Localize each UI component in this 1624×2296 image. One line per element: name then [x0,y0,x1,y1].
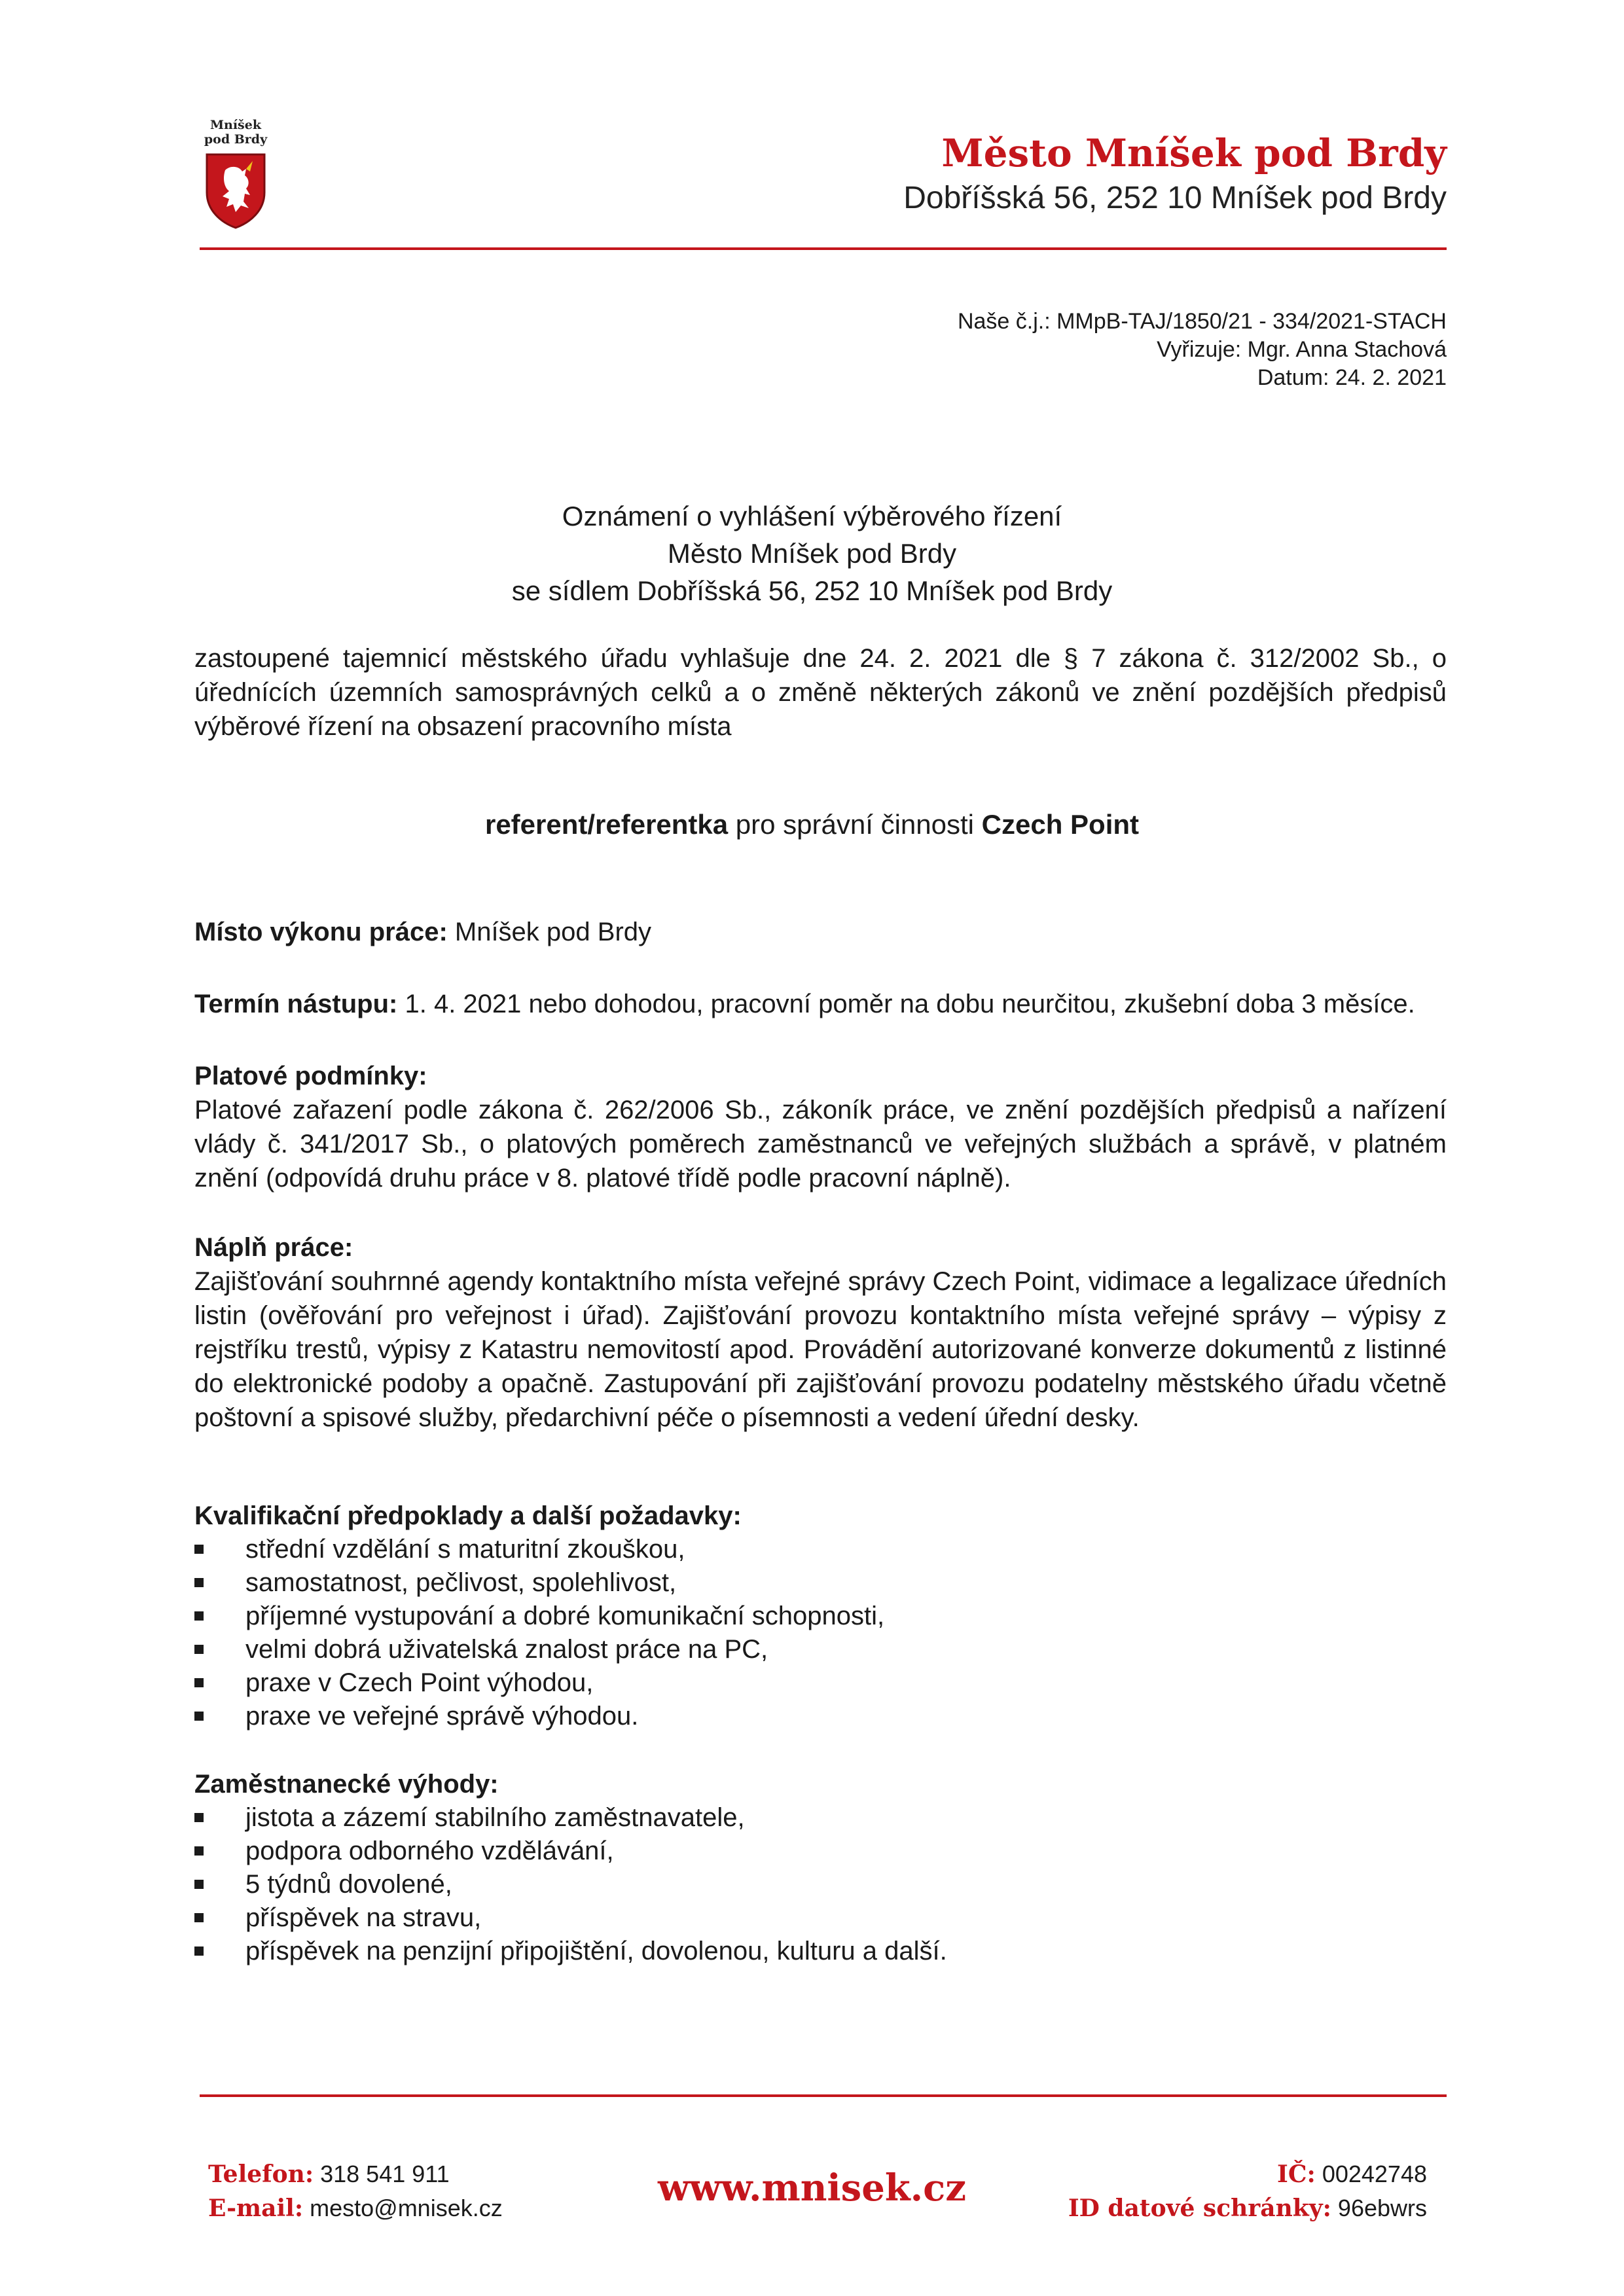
position-system: Czech Point [981,809,1140,840]
workplace-line [194,915,1447,949]
bullet-icon [194,1578,204,1587]
list-item-text: praxe v Czech Point výhodou, [245,1668,594,1697]
reference-number: Naše č.j.: MMpB-TAJ/1850/21 - 334/2021-STACH [957,309,1447,334]
reference-block [958,308,1447,392]
list-item [194,1566,1447,1600]
list-item [194,1901,1447,1935]
duties-section [194,1230,1447,1435]
benefits-section [194,1767,1447,1968]
logo-line-1: Mníšek [209,118,261,132]
email-value[interactable]: mesto@mnisek.cz [303,2195,503,2221]
salary-label: Platové podmínky: [194,1062,427,1090]
position-title [0,809,1624,840]
ic-value: 00242748 [1315,2161,1427,2187]
phone-value[interactable]: 318 541 911 [314,2161,450,2187]
benefits-label: Zaměstnanecké výhody: [194,1770,499,1799]
city-name: Město Mníšek pod Brdy [941,131,1447,175]
title-line-3: se sídlem Dobříšská 56, 252 10 Mníšek pod Brdy [511,575,1113,606]
bullet-icon [194,1645,204,1654]
list-item-text: střední vzdělání s maturitní zkouškou, [245,1535,685,1564]
databox-label: ID datové schránky: [1068,2195,1331,2222]
bullet-icon [194,1813,204,1822]
header-divider [200,247,1447,250]
footer-divider [200,2094,1447,2097]
reference-date: Datum: 24. 2. 2021 [1257,365,1447,390]
list-item [194,1700,1447,1733]
list-item-text: praxe ve veřejné správě výhodou. [245,1702,639,1731]
bullet-icon [194,1846,204,1856]
workplace-label: Místo výkonu práce: [194,918,448,946]
duties-label: Náplň práce: [194,1233,353,1262]
list-item [194,1633,1447,1666]
title-line-2: Město Mníšek pod Brdy [667,538,957,569]
list-item-text: příspěvek na penzijní připojištění, dovolenou, kulturu a další. [245,1937,947,1965]
title-line-1: Oznámení o vyhlášení výběrového řízení [562,501,1062,531]
start-date-line [194,987,1447,1021]
footer-ic [1068,2157,1427,2191]
start-value: 1. 4. 2021 nebo dohodou, pracovní poměr na dobu neurčitou, zkušební doba 3 měsíce. [397,990,1415,1018]
list-item-text: velmi dobrá uživatelská znalost práce na PC, [245,1635,768,1664]
position-name: referent/referentka [484,809,729,840]
bullet-icon [194,1545,204,1554]
list-item [194,1666,1447,1700]
list-item [194,1868,1447,1901]
bullet-icon [194,1712,204,1721]
list-item-text: jistota a zázemí stabilního zaměstnavatele, [245,1803,745,1832]
requirements-section [194,1499,1447,1733]
salary-section [194,1059,1447,1195]
list-item [194,1533,1447,1566]
requirements-label: Kvalifikační předpoklady a další požadavky: [194,1501,742,1530]
list-item [194,1935,1447,1968]
footer-databox [1068,2191,1427,2225]
phone-label: Telefon: [208,2161,314,2188]
bullet-icon [194,1946,204,1956]
bullet-icon [194,1678,204,1687]
ic-label: IČ: [1277,2161,1316,2188]
city-logo [196,118,275,229]
list-item [194,1801,1447,1835]
requirements-list [194,1533,1447,1733]
bullet-icon [194,1913,204,1922]
databox-value: 96ebwrs [1331,2195,1427,2221]
bullet-icon [194,1611,204,1621]
logo-text [196,118,275,147]
announcement-title [0,497,1624,609]
footer-ids [1068,2157,1427,2225]
benefits-list [194,1801,1447,1968]
website-link[interactable]: www.mnisek.cz [657,2166,967,2210]
list-item-text: příspěvek na stravu, [245,1903,482,1932]
salary-text: Platové zařazení podle zákona č. 262/2006 Sb., zákoník práce, ve znění pozdějších předpisů a nařízení vlády č. 341/2017 Sb., o platových poměrech zaměstnanců ve veřejných službách a správě, v platném znění (odpovídá druhu práce v 8. platové třídě podle pracovní náplně). [194,1096,1447,1193]
list-item [194,1600,1447,1633]
logo-line-2: pod Brdy [204,132,268,147]
list-item-text: příjemné vystupování a dobré komunikační schopnosti, [245,1602,885,1630]
list-item-text: 5 týdnů dovolené, [245,1870,452,1899]
position-desc: pro správní činnosti [728,809,982,840]
bullet-icon [194,1880,204,1889]
coat-of-arms-icon [203,152,268,229]
email-label: E-mail: [208,2195,304,2222]
start-label: Termín nástupu: [194,990,398,1018]
reference-handler: Vyřizuje: Mgr. Anna Stachová [1157,337,1447,362]
list-item-text: samostatnost, pečlivost, spolehlivost, [245,1568,677,1597]
list-item [194,1835,1447,1868]
list-item-text: podpora odborného vzdělávání, [245,1837,614,1865]
workplace-value: Mníšek pod Brdy [447,918,652,946]
duties-text: Zajišťování souhrnné agendy kontaktního místa veřejné správy Czech Point, vidimace a legalizace úředních listin (ověřování pro veřejnost i úřad). Zajišťování provozu kontaktního místa veřejné správy – výpisy z rejstříku trestů, výpisy z Katastru nemovitostí apod. Provádění autorizované konverze dokumentů z listinné do elektronické podoby a opačně. Zastupování při zajišťování provozu podatelny městského úřadu včetně poštovní a spisové služby, předarchivní péče o písemnosti a vedení úřední desky. [194,1267,1447,1432]
city-address: Dobříšská 56, 252 10 Mníšek pod Brdy [903,181,1447,215]
intro-paragraph: zastoupené tajemnicí městského úřadu vyhlašuje dne 24. 2. 2021 dle § 7 zákona č. 312/2002 Sb., o úřednících územních samosprávných celků a o změně některých zákonů ve znění pozdějších předpisů výběrové řízení na obsazení pracovního místa [194,644,1447,741]
